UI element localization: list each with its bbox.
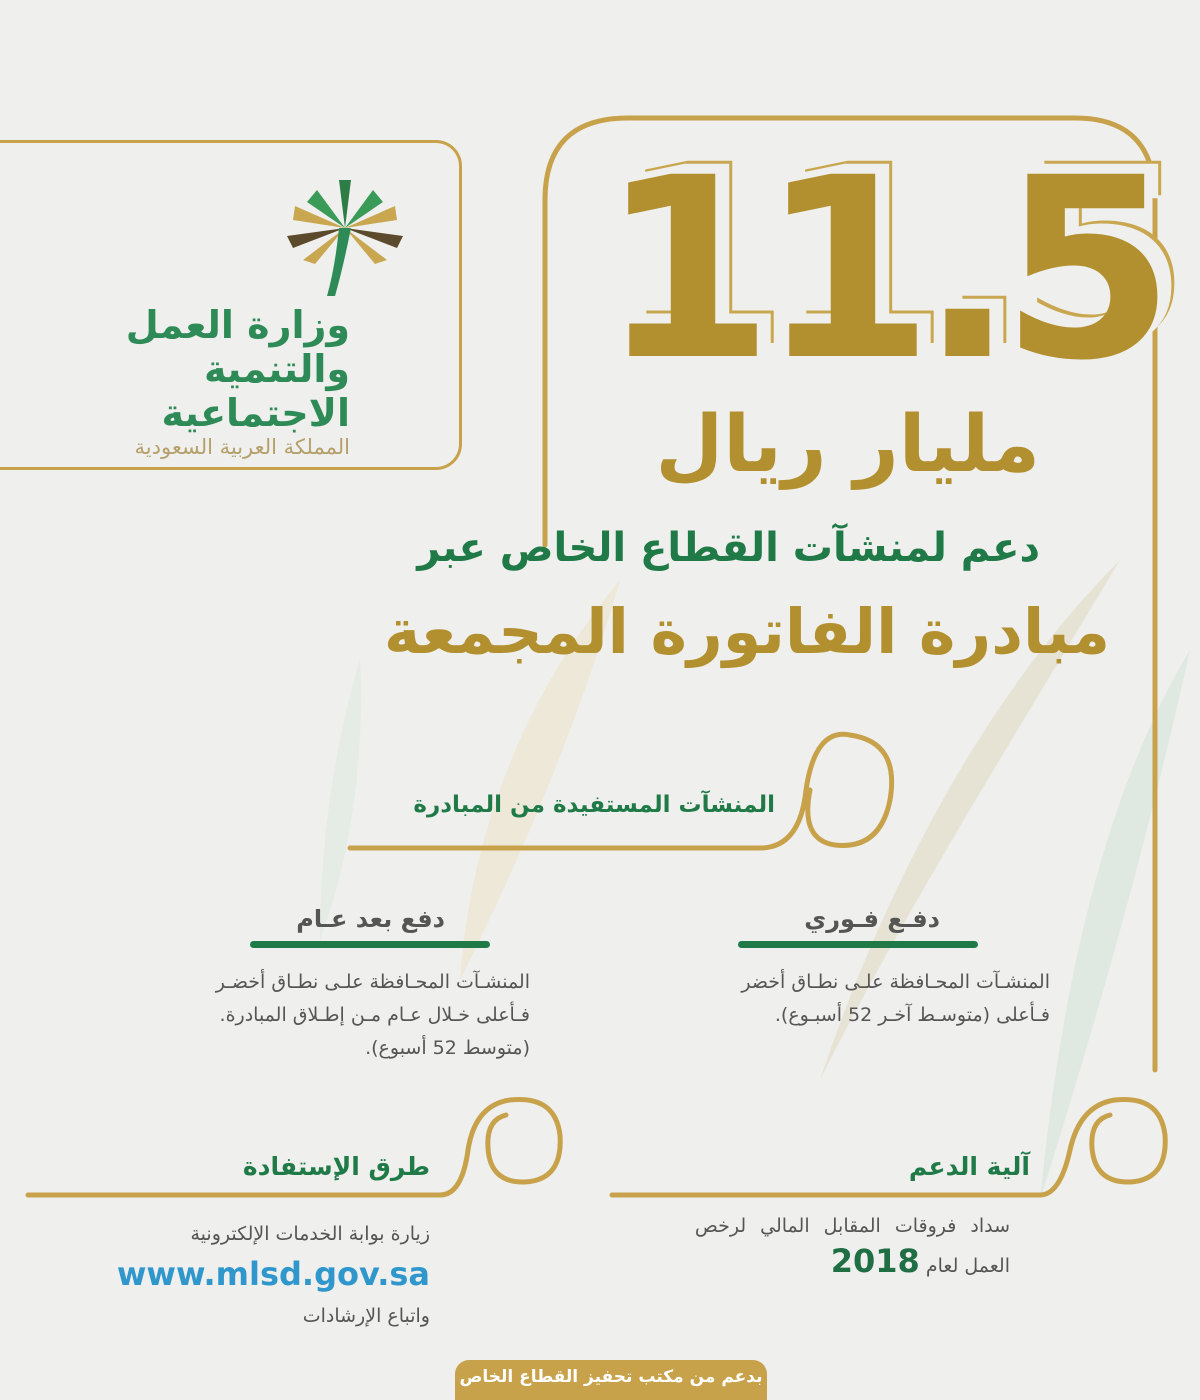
mechanism-title: آلية الدعم [908,1152,1030,1181]
currency-label: مليار ريال [655,400,1040,490]
immediate-payment-heading: دفـع فـوري [804,905,940,933]
mechanism-line2-row [620,1242,1010,1283]
immediate-payment-line2: فـأعلى (متوسـط آخـر 52 أسبـوع). [774,1004,1050,1026]
mechanism-block [620,1210,1010,1283]
after-year-payment-line1: المنشـآت المحـافظة علـى نطـاق أخضـر [215,971,530,993]
mechanism-year: 2018 [830,1242,920,1280]
benefit-methods-title: طرق الإستفادة [242,1152,430,1181]
benefit-methods-line2: واتباع الإرشادات [302,1305,430,1327]
footer-badge: بدعم من مكتب تحفيز القطاع الخاص [455,1360,767,1400]
after-year-payment-line3: (متوسط 52 أسبوع). [365,1037,530,1059]
mechanism-line2: العمل لعام [925,1255,1010,1277]
immediate-payment-rule [738,941,978,948]
initiative-title: مبادرة الفاتورة المجمعة [383,595,1110,668]
after-year-payment-line2: فـأعلى خـلال عـام مـن إطـلاق المبادرة. [219,1004,530,1026]
mechanism-line1: سداد فروقات المقابل المالي لرخص [694,1215,1010,1237]
website-link[interactable]: www.mlsd.gov.sa [116,1255,430,1293]
palm-emblem-icon [280,168,410,298]
support-amount: 11.5 [600,124,1161,415]
after-year-payment-block [140,905,530,1065]
ministry-logo-panel [0,140,462,470]
immediate-payment-block [660,905,1050,1032]
benefit-methods-line1: زيارة بوابة الخدمات الإلكترونية [190,1223,430,1245]
kingdom-name: المملكة العربية السعودية [134,435,350,459]
ministry-name-line1: وزارة العمل [125,303,350,347]
beneficiaries-title: المنشآت المستفيدة من المبادرة [413,792,775,818]
ministry-name-line2: والتنمية الاجتماعية [161,347,350,435]
immediate-payment-line1: المنشـآت المحـافظة علـى نطـاق أخضر [741,971,1050,993]
after-year-payment-rule [250,941,490,948]
after-year-payment-heading: دفع بعد عـام [296,905,445,933]
support-subtitle: دعم لمنشآت القطاع الخاص عبر [417,525,1040,571]
